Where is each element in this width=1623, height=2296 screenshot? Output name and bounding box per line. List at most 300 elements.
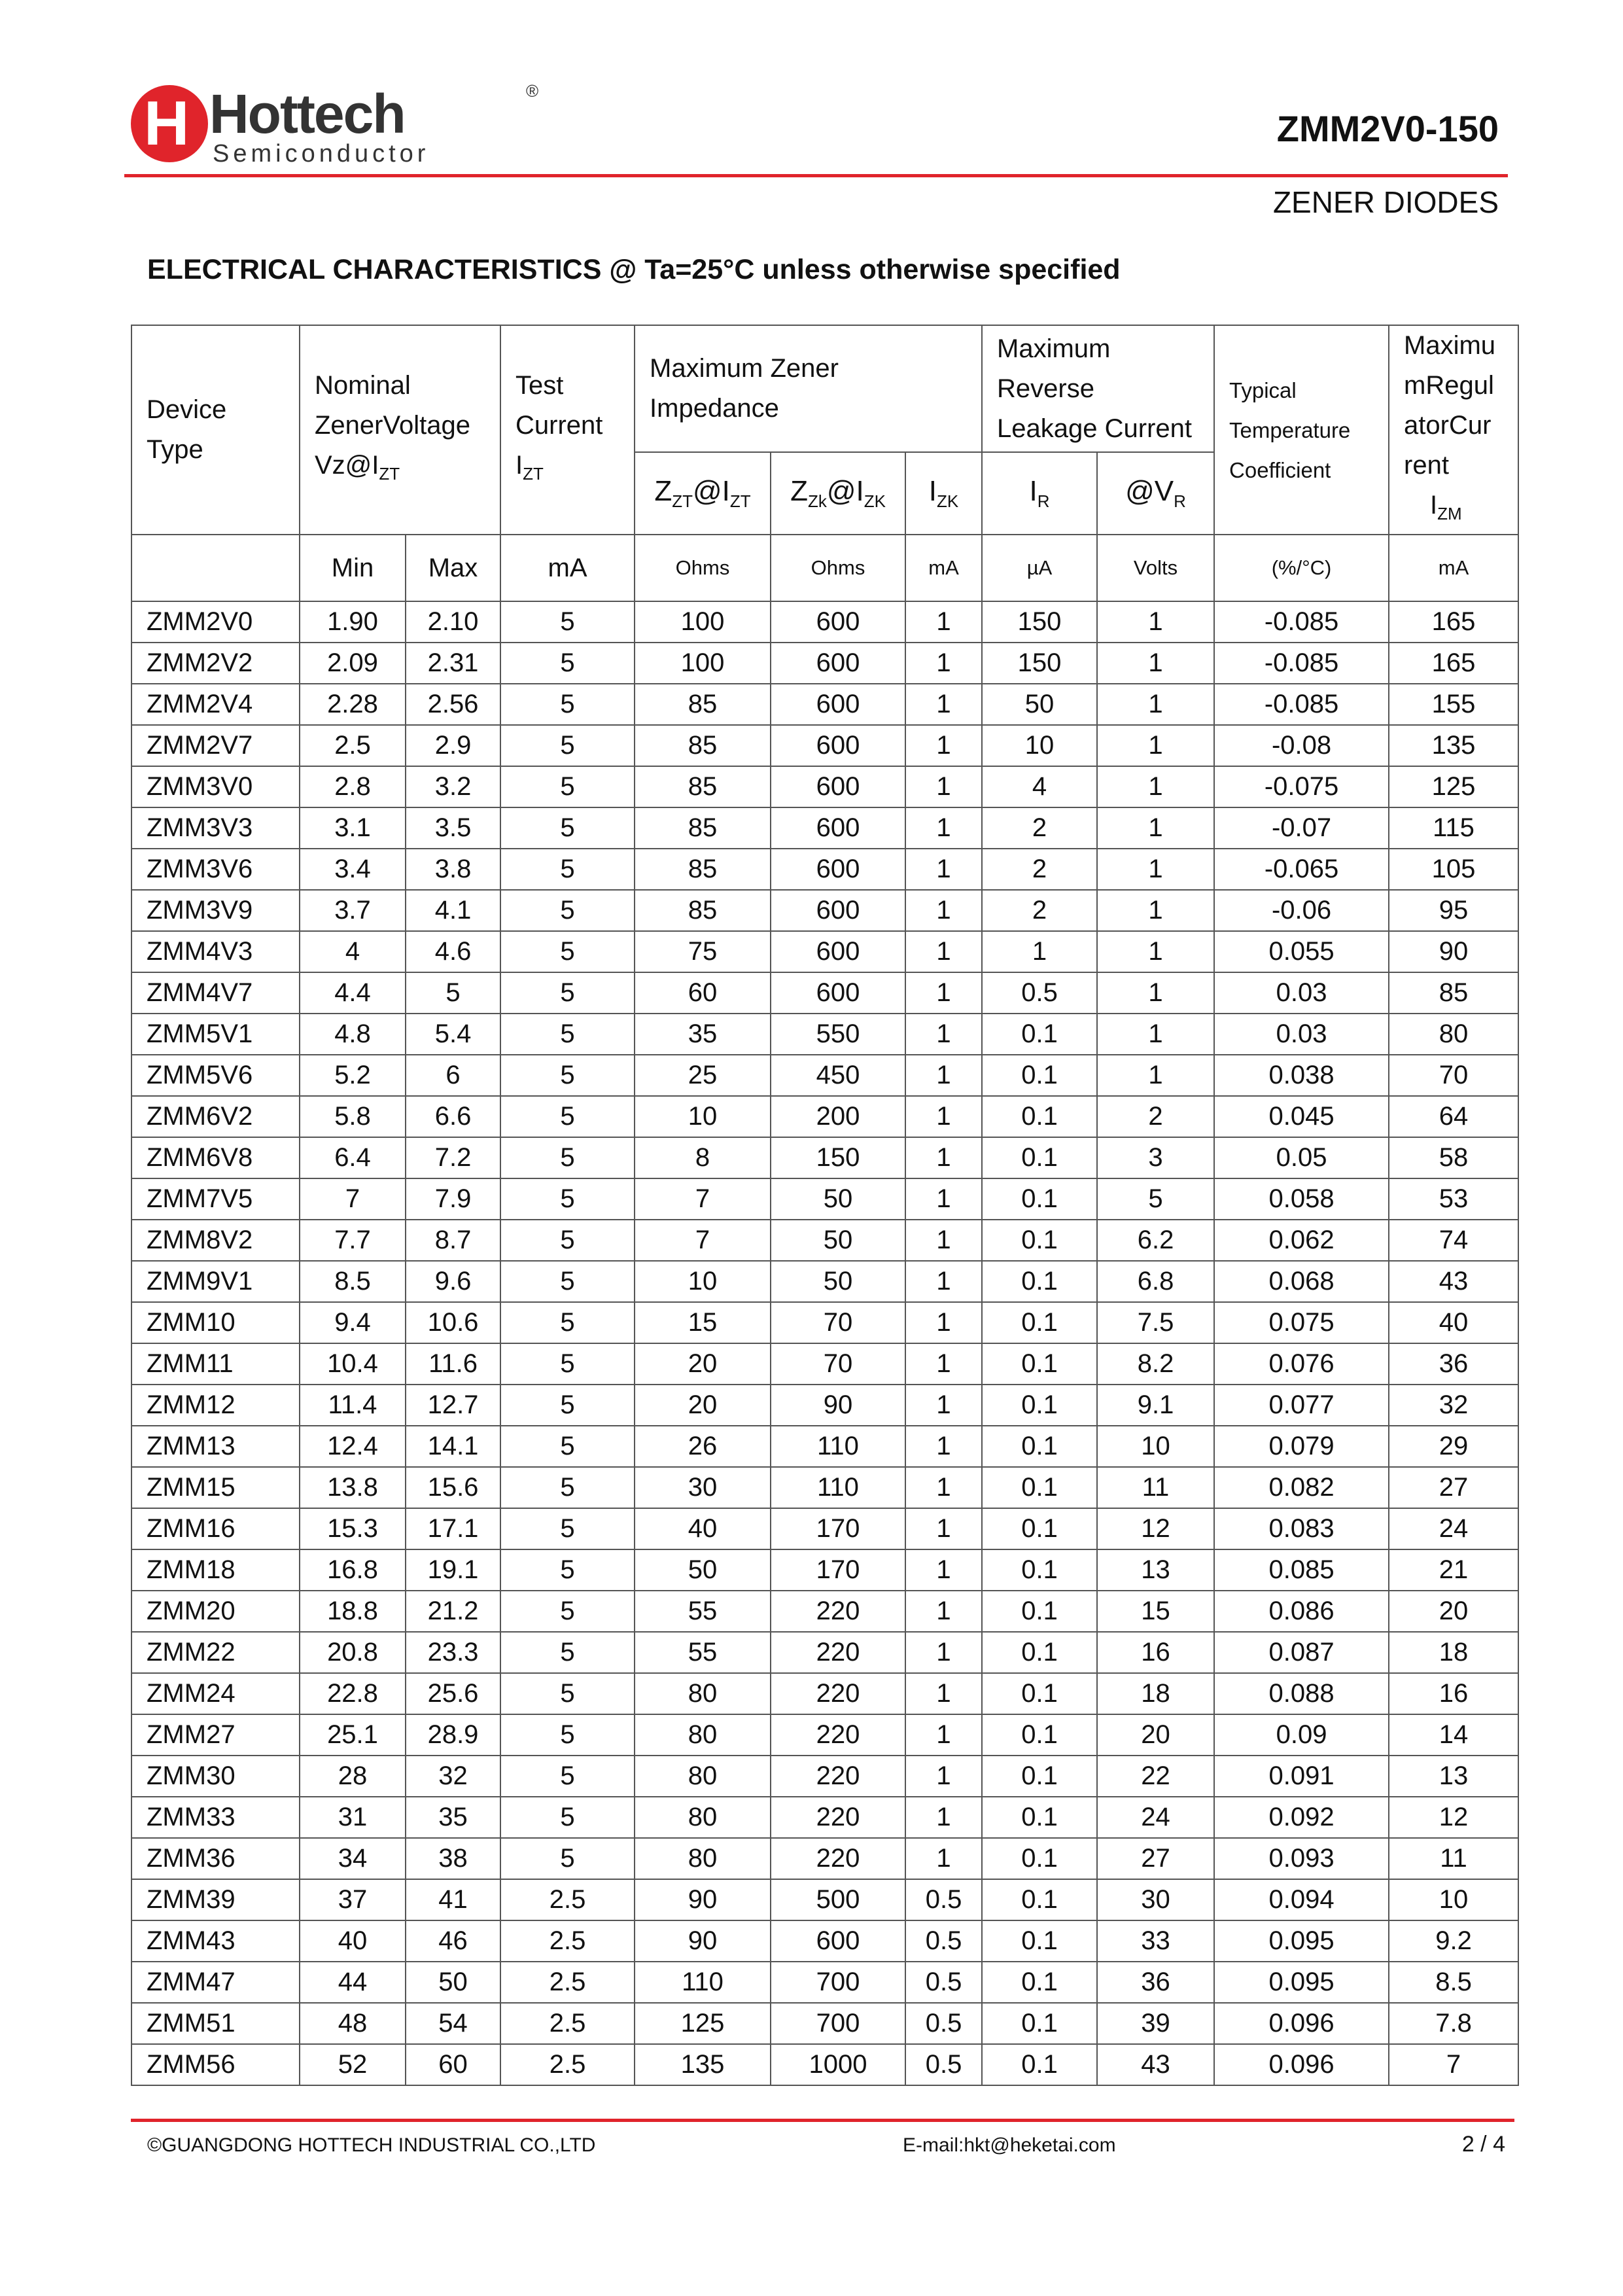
cell-izm: 95 <box>1389 890 1518 931</box>
table-row <box>131 1756 1518 1797</box>
table-row <box>131 1385 1518 1426</box>
cell-izt: 5 <box>500 1426 635 1467</box>
cell-vz-max: 60 <box>406 2044 500 2085</box>
cell-zzk: 600 <box>771 725 905 766</box>
cell-temp-coefficient: -0.06 <box>1214 890 1389 931</box>
cell-izk: 1 <box>905 931 982 972</box>
cell-izm: 70 <box>1389 1055 1518 1096</box>
cell-izt: 5 <box>500 849 635 890</box>
cell-vz-min: 11.4 <box>300 1385 406 1426</box>
cell-vz-max: 5 <box>406 972 500 1014</box>
cell-device-type: ZMM3V6 <box>131 849 300 890</box>
part-number: ZMM2V0-150 <box>1276 108 1499 149</box>
cell-zzt: 20 <box>635 1385 771 1426</box>
table-row <box>131 1343 1518 1385</box>
cell-device-type: ZMM47 <box>131 1962 300 2003</box>
cell-izm: 12 <box>1389 1797 1518 1838</box>
cell-device-type: ZMM36 <box>131 1838 300 1879</box>
table-row <box>131 2003 1518 2044</box>
table-row <box>131 1261 1518 1302</box>
cell-temp-coefficient: 0.096 <box>1214 2044 1389 2085</box>
cell-device-type: ZMM51 <box>131 2003 300 2044</box>
unit-zzt: Ohms <box>635 535 771 601</box>
cell-izt: 5 <box>500 1467 635 1508</box>
cell-device-type: ZMM2V4 <box>131 684 300 725</box>
cell-ir: 150 <box>982 643 1097 684</box>
cell-vr: 1 <box>1097 766 1214 807</box>
cell-izm: 58 <box>1389 1137 1518 1178</box>
cell-zzk: 600 <box>771 684 905 725</box>
cell-device-type: ZMM20 <box>131 1591 300 1632</box>
unit-max: Max <box>406 535 500 601</box>
cell-vr: 9.1 <box>1097 1385 1214 1426</box>
cell-izt: 5 <box>500 1096 635 1137</box>
header-device-type: Device Type <box>131 325 300 535</box>
cell-device-type: ZMM10 <box>131 1302 300 1343</box>
cell-vz-min: 13.8 <box>300 1467 406 1508</box>
cell-izt: 2.5 <box>500 2003 635 2044</box>
cell-izk: 0.5 <box>905 2044 982 2085</box>
cell-vz-max: 2.10 <box>406 601 500 643</box>
cell-zzt: 20 <box>635 1343 771 1385</box>
cell-temp-coefficient: 0.087 <box>1214 1632 1389 1673</box>
cell-zzk: 220 <box>771 1714 905 1756</box>
cell-izk: 1 <box>905 1467 982 1508</box>
cell-izm: 43 <box>1389 1261 1518 1302</box>
cell-vz-min: 2.28 <box>300 684 406 725</box>
table-row <box>131 1879 1518 1920</box>
cell-zzt: 80 <box>635 1756 771 1797</box>
cell-vz-max: 12.7 <box>406 1385 500 1426</box>
cell-vr: 20 <box>1097 1714 1214 1756</box>
cell-ir: 0.1 <box>982 1302 1097 1343</box>
cell-izk: 1 <box>905 1591 982 1632</box>
cell-ir: 0.1 <box>982 1962 1097 2003</box>
page-number: 2 / 4 <box>1461 2132 1505 2157</box>
cell-vz-max: 23.3 <box>406 1632 500 1673</box>
cell-vr: 16 <box>1097 1632 1214 1673</box>
cell-vz-min: 40 <box>300 1920 406 1962</box>
header-test-current: Test Current $I_{ZT}$ <box>500 325 635 535</box>
cell-vz-max: 28.9 <box>406 1714 500 1756</box>
cell-vz-min: 20.8 <box>300 1632 406 1673</box>
cell-device-type: ZMM4V3 <box>131 931 300 972</box>
cell-zzt: 80 <box>635 1797 771 1838</box>
cell-vr: 1 <box>1097 890 1214 931</box>
cell-zzt: 35 <box>635 1014 771 1055</box>
cell-zzt: 25 <box>635 1055 771 1096</box>
cell-zzt: 85 <box>635 890 771 931</box>
cell-temp-coefficient: 0.093 <box>1214 1838 1389 1879</box>
cell-izt: 5 <box>500 1838 635 1879</box>
cell-vz-min: 31 <box>300 1797 406 1838</box>
cell-zzk: 550 <box>771 1014 905 1055</box>
footer-divider <box>131 2119 1514 2122</box>
header-max-regulator-current: Maximu mRegul atorCur rent $I_{ZM}$ <box>1389 325 1518 535</box>
cell-temp-coefficient: 0.082 <box>1214 1467 1389 1508</box>
cell-vr: 1 <box>1097 725 1214 766</box>
cell-zzt: 80 <box>635 1714 771 1756</box>
header-zzt: $Z_{ZT}@I_{ZT}$ <box>635 452 771 535</box>
unit-zzk: Ohms <box>771 535 905 601</box>
header-max-zener-impedance: Maximum Zener Impedance <box>635 325 982 452</box>
cell-izm: 105 <box>1389 849 1518 890</box>
cell-izk: 1 <box>905 1549 982 1591</box>
cell-izt: 5 <box>500 1756 635 1797</box>
cell-temp-coefficient: 0.03 <box>1214 972 1389 1014</box>
cell-vr: 10 <box>1097 1426 1214 1467</box>
cell-ir: 0.1 <box>982 1673 1097 1714</box>
cell-zzt: 10 <box>635 1096 771 1137</box>
header-ir: $I_R$ <box>982 452 1097 535</box>
cell-izk: 1 <box>905 725 982 766</box>
cell-device-type: ZMM18 <box>131 1549 300 1591</box>
cell-vr: 1 <box>1097 972 1214 1014</box>
cell-vz-max: 3.5 <box>406 807 500 849</box>
cell-vr: 33 <box>1097 1920 1214 1962</box>
cell-izm: 18 <box>1389 1632 1518 1673</box>
cell-zzk: 150 <box>771 1137 905 1178</box>
cell-device-type: ZMM24 <box>131 1673 300 1714</box>
cell-izk: 1 <box>905 1178 982 1220</box>
table-row <box>131 1055 1518 1096</box>
cell-vz-max: 7.9 <box>406 1178 500 1220</box>
cell-izt: 5 <box>500 766 635 807</box>
cell-vr: 1 <box>1097 684 1214 725</box>
cell-zzt: 60 <box>635 972 771 1014</box>
cell-ir: 1 <box>982 931 1097 972</box>
cell-izk: 1 <box>905 1632 982 1673</box>
cell-zzt: 7 <box>635 1220 771 1261</box>
cell-device-type: ZMM39 <box>131 1879 300 1920</box>
cell-vz-max: 54 <box>406 2003 500 2044</box>
footer-email: E-mail:hkt@heketai.com <box>903 2134 1116 2156</box>
cell-izm: 29 <box>1389 1426 1518 1467</box>
cell-izk: 1 <box>905 1343 982 1385</box>
cell-temp-coefficient: 0.068 <box>1214 1261 1389 1302</box>
cell-device-type: ZMM2V2 <box>131 643 300 684</box>
cell-device-type: ZMM30 <box>131 1756 300 1797</box>
cell-izt: 5 <box>500 1549 635 1591</box>
electrical-characteristics-table <box>131 325 1519 2086</box>
table-row <box>131 1014 1518 1055</box>
cell-izk: 1 <box>905 1261 982 1302</box>
cell-device-type: ZMM33 <box>131 1797 300 1838</box>
cell-ir: 0.1 <box>982 1756 1097 1797</box>
cell-vz-min: 2.5 <box>300 725 406 766</box>
cell-ir: 0.1 <box>982 2044 1097 2085</box>
cell-izt: 5 <box>500 1261 635 1302</box>
cell-zzt: 135 <box>635 2044 771 2085</box>
cell-temp-coefficient: 0.085 <box>1214 1549 1389 1591</box>
table-row <box>131 1549 1518 1591</box>
cell-izt: 5 <box>500 1178 635 1220</box>
cell-temp-coefficient: 0.055 <box>1214 931 1389 972</box>
footer-company: ©GUANGDONG HOTTECH INDUSTRIAL CO.,LTD <box>147 2134 596 2156</box>
cell-vr: 7.5 <box>1097 1302 1214 1343</box>
cell-ir: 0.1 <box>982 1838 1097 1879</box>
cell-temp-coefficient: 0.079 <box>1214 1426 1389 1467</box>
cell-zzt: 85 <box>635 766 771 807</box>
cell-vz-min: 10.4 <box>300 1343 406 1385</box>
table-row <box>131 1714 1518 1756</box>
cell-temp-coefficient: 0.086 <box>1214 1591 1389 1632</box>
cell-zzt: 10 <box>635 1261 771 1302</box>
header-typical-temp-coefficient: Typical Temperature Coefficient <box>1214 325 1389 535</box>
table-row <box>131 849 1518 890</box>
cell-device-type: ZMM2V0 <box>131 601 300 643</box>
cell-izk: 1 <box>905 643 982 684</box>
cell-vz-max: 5.4 <box>406 1014 500 1055</box>
cell-zzt: 100 <box>635 601 771 643</box>
cell-zzt: 8 <box>635 1137 771 1178</box>
cell-izm: 9.2 <box>1389 1920 1518 1962</box>
cell-izm: 14 <box>1389 1714 1518 1756</box>
unit-izm: mA <box>1389 535 1518 601</box>
cell-izt: 5 <box>500 725 635 766</box>
cell-device-type: ZMM11 <box>131 1343 300 1385</box>
cell-izk: 1 <box>905 1302 982 1343</box>
cell-zzk: 600 <box>771 601 905 643</box>
units-row <box>131 535 1518 601</box>
cell-device-type: ZMM4V7 <box>131 972 300 1014</box>
unit-vr: Volts <box>1097 535 1214 601</box>
cell-ir: 0.1 <box>982 1014 1097 1055</box>
cell-zzk: 50 <box>771 1261 905 1302</box>
cell-device-type: ZMM6V8 <box>131 1137 300 1178</box>
table-row <box>131 1137 1518 1178</box>
cell-izm: 85 <box>1389 972 1518 1014</box>
cell-izt: 5 <box>500 972 635 1014</box>
cell-vz-min: 16.8 <box>300 1549 406 1591</box>
cell-izm: 32 <box>1389 1385 1518 1426</box>
cell-zzt: 80 <box>635 1838 771 1879</box>
cell-vz-max: 2.9 <box>406 725 500 766</box>
cell-zzt: 30 <box>635 1467 771 1508</box>
cell-zzk: 110 <box>771 1467 905 1508</box>
cell-izk: 1 <box>905 1838 982 1879</box>
cell-zzk: 50 <box>771 1220 905 1261</box>
cell-izt: 5 <box>500 1302 635 1343</box>
cell-izt: 5 <box>500 1385 635 1426</box>
cell-zzk: 600 <box>771 890 905 931</box>
cell-vz-max: 41 <box>406 1879 500 1920</box>
cell-izk: 1 <box>905 1673 982 1714</box>
cell-izk: 1 <box>905 1426 982 1467</box>
cell-vr: 18 <box>1097 1673 1214 1714</box>
cell-izk: 1 <box>905 807 982 849</box>
table-row <box>131 890 1518 931</box>
cell-ir: 150 <box>982 601 1097 643</box>
cell-zzk: 220 <box>771 1673 905 1714</box>
table-row <box>131 972 1518 1014</box>
cell-ir: 0.5 <box>982 972 1097 1014</box>
cell-vz-max: 6 <box>406 1055 500 1096</box>
cell-vz-max: 4.1 <box>406 890 500 931</box>
table-row <box>131 766 1518 807</box>
cell-vz-min: 44 <box>300 1962 406 2003</box>
cell-vz-max: 21.2 <box>406 1591 500 1632</box>
table-row <box>131 2044 1518 2085</box>
cell-ir: 0.1 <box>982 1879 1097 1920</box>
cell-vz-min: 5.8 <box>300 1096 406 1137</box>
cell-temp-coefficient: 0.062 <box>1214 1220 1389 1261</box>
cell-vz-min: 4.4 <box>300 972 406 1014</box>
cell-zzk: 450 <box>771 1055 905 1096</box>
cell-temp-coefficient: 0.045 <box>1214 1096 1389 1137</box>
cell-temp-coefficient: 0.092 <box>1214 1797 1389 1838</box>
cell-zzt: 55 <box>635 1632 771 1673</box>
cell-izk: 1 <box>905 1756 982 1797</box>
cell-zzt: 85 <box>635 684 771 725</box>
document-type: ZENER DIODES <box>1272 185 1499 219</box>
cell-vz-min: 4.8 <box>300 1014 406 1055</box>
cell-izm: 80 <box>1389 1014 1518 1055</box>
cell-izt: 5 <box>500 1508 635 1549</box>
cell-vz-min: 4 <box>300 931 406 972</box>
cell-izt: 5 <box>500 1137 635 1178</box>
cell-izm: 16 <box>1389 1673 1518 1714</box>
logo-name: Hottech <box>209 83 405 145</box>
cell-vz-min: 9.4 <box>300 1302 406 1343</box>
cell-vz-min: 52 <box>300 2044 406 2085</box>
cell-izt: 5 <box>500 1591 635 1632</box>
cell-ir: 2 <box>982 807 1097 849</box>
cell-vr: 5 <box>1097 1178 1214 1220</box>
cell-vr: 24 <box>1097 1797 1214 1838</box>
cell-device-type: ZMM5V6 <box>131 1055 300 1096</box>
cell-vr: 1 <box>1097 643 1214 684</box>
cell-izm: 7.8 <box>1389 2003 1518 2044</box>
cell-ir: 2 <box>982 890 1097 931</box>
company-logo <box>131 81 539 170</box>
cell-ir: 0.1 <box>982 1426 1097 1467</box>
cell-device-type: ZMM15 <box>131 1467 300 1508</box>
cell-vz-min: 3.7 <box>300 890 406 931</box>
cell-vr: 36 <box>1097 1962 1214 2003</box>
cell-zzt: 7 <box>635 1178 771 1220</box>
cell-zzt: 80 <box>635 1673 771 1714</box>
cell-izm: 53 <box>1389 1178 1518 1220</box>
cell-izm: 125 <box>1389 766 1518 807</box>
cell-vr: 1 <box>1097 1055 1214 1096</box>
cell-vr: 22 <box>1097 1756 1214 1797</box>
cell-temp-coefficient: -0.085 <box>1214 643 1389 684</box>
cell-temp-coefficient: 0.03 <box>1214 1014 1389 1055</box>
cell-izm: 10 <box>1389 1879 1518 1920</box>
cell-izt: 5 <box>500 1055 635 1096</box>
unit-min: Min <box>300 535 406 601</box>
unit-izk: mA <box>905 535 982 601</box>
cell-izk: 1 <box>905 890 982 931</box>
cell-vz-max: 46 <box>406 1920 500 1962</box>
table-row <box>131 601 1518 643</box>
cell-vz-min: 3.1 <box>300 807 406 849</box>
cell-temp-coefficient: 0.09 <box>1214 1714 1389 1756</box>
cell-vr: 1 <box>1097 931 1214 972</box>
cell-temp-coefficient: -0.085 <box>1214 601 1389 643</box>
cell-vz-max: 9.6 <box>406 1261 500 1302</box>
cell-temp-coefficient: 0.088 <box>1214 1673 1389 1714</box>
cell-vz-min: 22.8 <box>300 1673 406 1714</box>
cell-vr: 2 <box>1097 1096 1214 1137</box>
cell-vr: 30 <box>1097 1879 1214 1920</box>
cell-ir: 0.1 <box>982 1467 1097 1508</box>
cell-zzk: 1000 <box>771 2044 905 2085</box>
cell-zzk: 600 <box>771 849 905 890</box>
cell-vr: 1 <box>1097 849 1214 890</box>
cell-ir: 0.1 <box>982 1591 1097 1632</box>
cell-vr: 15 <box>1097 1591 1214 1632</box>
cell-device-type: ZMM6V2 <box>131 1096 300 1137</box>
cell-vz-min: 48 <box>300 2003 406 2044</box>
table-row <box>131 1508 1518 1549</box>
table-row <box>131 1797 1518 1838</box>
cell-izm: 135 <box>1389 725 1518 766</box>
registered-mark: ® <box>526 81 539 101</box>
cell-vr: 8.2 <box>1097 1343 1214 1385</box>
cell-zzt: 15 <box>635 1302 771 1343</box>
units-device-blank <box>131 535 300 601</box>
cell-zzk: 600 <box>771 972 905 1014</box>
cell-ir: 50 <box>982 684 1097 725</box>
cell-ir: 4 <box>982 766 1097 807</box>
cell-zzk: 220 <box>771 1632 905 1673</box>
cell-zzk: 220 <box>771 1797 905 1838</box>
cell-vz-max: 3.2 <box>406 766 500 807</box>
cell-izt: 2.5 <box>500 1879 635 1920</box>
cell-zzk: 70 <box>771 1302 905 1343</box>
header-vr: $@V_R$ <box>1097 452 1214 535</box>
cell-izk: 1 <box>905 972 982 1014</box>
table-row <box>131 1920 1518 1962</box>
cell-device-type: ZMM5V1 <box>131 1014 300 1055</box>
cell-izm: 64 <box>1389 1096 1518 1137</box>
header-nominal-zener-voltage: Nominal ZenerVoltage $Vz@I_{ZT}$ <box>300 325 500 535</box>
cell-ir: 0.1 <box>982 1632 1097 1673</box>
cell-zzk: 170 <box>771 1508 905 1549</box>
cell-zzk: 600 <box>771 643 905 684</box>
header-max-reverse-leakage: Maximum Reverse Leakage Current <box>982 325 1214 452</box>
cell-izk: 1 <box>905 849 982 890</box>
cell-vz-max: 11.6 <box>406 1343 500 1385</box>
cell-ir: 0.1 <box>982 1220 1097 1261</box>
cell-vz-min: 12.4 <box>300 1426 406 1467</box>
cell-izt: 5 <box>500 684 635 725</box>
cell-zzk: 110 <box>771 1426 905 1467</box>
cell-device-type: ZMM16 <box>131 1508 300 1549</box>
cell-izm: 20 <box>1389 1591 1518 1632</box>
cell-izm: 165 <box>1389 643 1518 684</box>
cell-izt: 5 <box>500 643 635 684</box>
cell-izm: 155 <box>1389 684 1518 725</box>
cell-temp-coefficient: 0.05 <box>1214 1137 1389 1178</box>
cell-izt: 5 <box>500 601 635 643</box>
cell-izk: 1 <box>905 1385 982 1426</box>
table-row <box>131 1673 1518 1714</box>
cell-izk: 1 <box>905 1797 982 1838</box>
cell-device-type: ZMM43 <box>131 1920 300 1962</box>
cell-vz-max: 2.31 <box>406 643 500 684</box>
cell-vr: 6.8 <box>1097 1261 1214 1302</box>
cell-vr: 1 <box>1097 601 1214 643</box>
cell-izm: 11 <box>1389 1838 1518 1879</box>
cell-zzt: 85 <box>635 725 771 766</box>
cell-zzt: 26 <box>635 1426 771 1467</box>
cell-izm: 21 <box>1389 1549 1518 1591</box>
cell-izk: 1 <box>905 1014 982 1055</box>
cell-izk: 1 <box>905 1714 982 1756</box>
